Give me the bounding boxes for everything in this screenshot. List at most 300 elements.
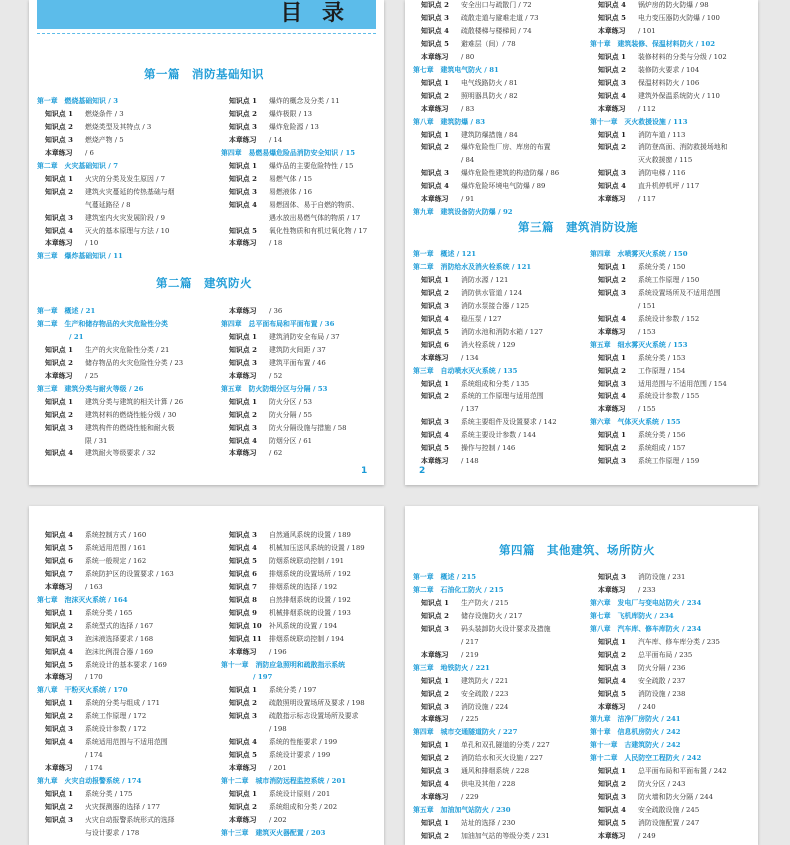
toc-knowledge-point[interactable] (413, 767, 529, 775)
entry-text: 防火分隔 / 55 (269, 410, 313, 419)
entry-text: 系统一般规定 / 162 (85, 556, 147, 565)
toc-knowledge-point[interactable] (413, 328, 543, 336)
entry-key: 知识点 5 (229, 226, 257, 235)
toc-knowledge-point[interactable] (413, 612, 522, 620)
toc-knowledge-point[interactable] (413, 315, 502, 323)
toc-knowledge-point[interactable] (413, 182, 545, 190)
entry-text: 防火分区 / 53 (269, 397, 313, 406)
entry-text: 建筑耐火等级要求 / 32 (85, 449, 156, 458)
entry-key: 本章练习 (229, 764, 257, 773)
entry-text: 工作原理 / 154 (638, 366, 686, 375)
toc-chapter-link[interactable]: 第八章 汽车库、修车库防火 / 234 (590, 624, 702, 633)
toc-exercise-entry[interactable] (37, 764, 103, 772)
toc-knowledge-point[interactable] (413, 625, 551, 633)
entry-text: 系统分类 / 150 (638, 262, 686, 271)
toc-chapter-link[interactable]: 第三章 爆炸基础知识 / 11 (37, 252, 123, 261)
entry-key: 本章练习 (598, 195, 626, 204)
toc-knowledge-point[interactable] (590, 651, 692, 659)
toc-knowledge-point[interactable] (590, 457, 699, 465)
toc-knowledge-point[interactable] (590, 806, 699, 814)
toc-exercise-entry[interactable] (37, 583, 103, 591)
toc-page-2 (405, 0, 758, 485)
entry-key: 知识点 3 (229, 531, 257, 539)
toc-knowledge-point[interactable] (590, 767, 727, 775)
toc-knowledge-point[interactable] (590, 66, 699, 74)
toc-knowledge-point[interactable] (37, 635, 153, 643)
toc-knowledge-point[interactable] (221, 437, 312, 445)
toc-knowledge-point[interactable] (37, 570, 174, 578)
toc-knowledge-point[interactable] (37, 449, 156, 457)
toc-knowledge-point[interactable] (37, 136, 124, 144)
toc-knowledge-point[interactable] (221, 738, 337, 746)
entry-text: 系统主要组件及设置要求 / 142 (461, 418, 557, 427)
toc-knowledge-point[interactable] (37, 725, 146, 733)
toc-entry-continuation: / 217 (461, 637, 479, 646)
toc-exercise-entry[interactable] (590, 105, 656, 113)
entry-key: 知识点 2 (45, 802, 73, 811)
toc-chapter-link[interactable]: 第六章 气体灭火系统 / 155 (590, 418, 681, 427)
toc-knowledge-point[interactable] (221, 751, 330, 759)
entry-key: 知识点 4 (45, 226, 73, 235)
toc-knowledge-point[interactable] (221, 227, 367, 235)
part-heading: 第一篇 消防基础知识 (144, 67, 264, 81)
toc-chapter-link[interactable]: 第二章 火灾基础知识 / 7 (37, 161, 119, 170)
entry-text: 系统设置场所及不适用范围 (638, 288, 721, 297)
toc-exercise-entry[interactable] (221, 307, 282, 315)
toc-knowledge-point[interactable] (413, 92, 518, 100)
toc-exercise-entry[interactable] (590, 195, 656, 203)
toc-knowledge-point[interactable] (221, 424, 347, 432)
entry-text: 保温材料防火 / 106 (638, 78, 700, 87)
toc-knowledge-point[interactable] (590, 780, 685, 788)
entry-key: 知识点 5 (598, 819, 626, 828)
toc-knowledge-point[interactable] (37, 661, 167, 669)
toc-chapter-link[interactable]: 第五章 加油加气站防火 / 230 (413, 806, 511, 815)
entry-text: 防烟分区 / 61 (269, 436, 313, 445)
toc-exercise-entry[interactable] (413, 715, 479, 723)
toc-knowledge-point[interactable] (590, 677, 685, 685)
entry-key: 知识点 3 (421, 418, 449, 427)
part-heading: 第三篇 建筑消防设施 (518, 220, 638, 234)
toc-knowledge-point[interactable] (37, 790, 132, 798)
toc-knowledge-point[interactable] (590, 690, 685, 698)
entry-text: 汽车库、修车库分类 / 235 (638, 637, 720, 646)
toc-knowledge-point[interactable] (221, 699, 365, 707)
toc-knowledge-point[interactable] (37, 411, 176, 419)
entry-key: 知识点 10 (229, 621, 262, 630)
entry-text: 防火墙和防火分隔 / 244 (638, 793, 713, 802)
toc-knowledge-point[interactable] (37, 648, 153, 656)
toc-chapter-link[interactable]: 第九章 洁净厂房防火 / 241 (590, 715, 681, 724)
entry-text: 适用范围与不适用范围 / 154 (638, 379, 727, 388)
toc-knowledge-point[interactable] (221, 201, 359, 209)
entry-key: 知识点 6 (45, 556, 73, 565)
entry-text: 系统适用范围 / 161 (85, 543, 147, 552)
entry-key: 本章练习 (598, 702, 626, 711)
entry-key: 知识点 3 (45, 423, 73, 432)
toc-knowledge-point[interactable] (37, 803, 160, 811)
toc-knowledge-point[interactable] (413, 27, 532, 35)
toc-knowledge-point[interactable] (37, 557, 146, 565)
entry-text: / 233 (638, 585, 656, 594)
toc-knowledge-point[interactable] (221, 686, 316, 694)
toc-knowledge-point[interactable] (413, 690, 508, 698)
toc-exercise-entry[interactable] (413, 195, 474, 203)
toc-chapter-link[interactable]: 第七章 建筑电气防火 / 81 (413, 65, 499, 74)
toc-knowledge-point[interactable] (221, 162, 353, 170)
toc-knowledge-point[interactable] (590, 289, 721, 297)
toc-chapter-link[interactable]: 第七章 飞机库防火 / 234 (590, 611, 674, 620)
entry-key: 知识点 1 (421, 598, 449, 607)
toc-chapter-link[interactable]: 第八章 建筑防爆 / 83 (413, 117, 486, 126)
toc-knowledge-point[interactable] (37, 816, 175, 824)
entry-key: 知识点 1 (421, 819, 449, 828)
entry-key: 知识点 6 (229, 569, 257, 578)
toc-knowledge-point[interactable] (221, 333, 340, 341)
toc-knowledge-point[interactable] (221, 175, 312, 183)
entry-text: / 117 (638, 195, 656, 204)
toc-knowledge-point[interactable] (413, 418, 557, 426)
toc-chapter-link[interactable]: 第八章 干粉灭火系统 / 170 (37, 686, 128, 695)
entry-text: 装修防火要求 / 104 (638, 65, 700, 74)
entry-key: 知识点 4 (421, 431, 449, 440)
toc-knowledge-point[interactable] (221, 583, 337, 591)
toc-knowledge-point[interactable] (413, 40, 516, 48)
toc-chapter-link[interactable]: 第四章 总平面布局和平面布置 / 36 (221, 319, 335, 328)
toc-knowledge-point[interactable] (37, 531, 146, 539)
toc-knowledge-point[interactable] (590, 367, 685, 375)
toc-knowledge-point[interactable] (37, 609, 132, 617)
entry-key: 知识点 4 (229, 200, 257, 209)
entry-key: 知识点 3 (421, 13, 449, 22)
toc-knowledge-point[interactable] (37, 359, 183, 367)
toc-chapter-link[interactable]: 第五章 防火防烟分区与分隔 / 53 (221, 384, 328, 393)
toc-chapter-link[interactable]: 第三章 建筑分类与耐火等级 / 26 (37, 384, 144, 393)
toc-knowledge-point[interactable] (221, 346, 326, 354)
entry-key: 本章练习 (229, 371, 257, 380)
entry-key: 本章练习 (598, 585, 626, 594)
toc-chapter-link[interactable]: 第三章 地铁防火 / 221 (413, 663, 490, 672)
entry-text: / 174 (85, 764, 103, 773)
entry-key: 知识点 2 (45, 187, 73, 196)
toc-knowledge-point[interactable] (221, 531, 351, 539)
entry-key: 本章练习 (598, 26, 626, 35)
toc-knowledge-point[interactable] (590, 638, 720, 646)
toc-knowledge-point[interactable] (37, 175, 165, 183)
entry-text: 生产的火灾危险性分类 / 21 (85, 345, 170, 354)
entry-text: / 18 (269, 239, 283, 248)
toc-chapter-link[interactable]: 第十章 信息机房防火 / 242 (590, 728, 681, 737)
toc-knowledge-point[interactable] (413, 169, 559, 177)
toc-chapter-link[interactable]: 第二章 消防给水及消火栓系统 / 121 (413, 262, 532, 271)
toc-knowledge-point[interactable] (413, 741, 550, 749)
toc-exercise-entry[interactable] (413, 354, 479, 362)
toc-exercise-entry[interactable] (221, 764, 287, 772)
toc-knowledge-point[interactable] (590, 380, 727, 388)
toc-chapter-link[interactable]: 第二章 生产和储存物品的火灾危险性分类 (37, 319, 168, 328)
toc-knowledge-point[interactable] (221, 712, 359, 720)
toc-chapter-link[interactable]: / 197 (253, 673, 273, 682)
toc-chapter-link[interactable]: 第四章 水喷雾灭火系统 / 150 (590, 250, 688, 258)
toc-knowledge-point[interactable] (590, 431, 685, 439)
toc-page-4 (405, 506, 758, 845)
toc-knowledge-point[interactable] (590, 14, 720, 22)
entry-key: 知识点 3 (598, 78, 626, 87)
entry-text: 系统工作原理 / 159 (638, 457, 700, 466)
entry-key: 知识点 2 (421, 392, 449, 401)
toc-knowledge-point[interactable] (221, 110, 312, 118)
toc-knowledge-point[interactable] (413, 1, 532, 9)
entry-text: 防火分区 / 243 (638, 780, 686, 789)
entry-text: 系统分类 / 165 (85, 608, 133, 617)
entry-text: 系统设计参数 / 155 (638, 392, 700, 401)
entry-key: 知识点 2 (421, 288, 449, 297)
entry-text: 爆炸危险环境电气防爆 / 89 (461, 182, 546, 191)
toc-knowledge-point[interactable] (221, 609, 351, 617)
toc-exercise-entry[interactable] (413, 457, 479, 465)
entry-key: 知识点 3 (229, 712, 257, 721)
entry-text: 系统设计要求 / 199 (269, 751, 331, 760)
entry-text: 爆炸危险性建筑的构造防爆 / 86 (461, 169, 560, 178)
entry-text: 消火栓系统 / 129 (461, 340, 516, 349)
toc-knowledge-point[interactable] (37, 214, 165, 222)
toc-exercise-entry[interactable] (37, 239, 98, 247)
toc-entry-continuation: 遇水放出易燃气体的物质 / 17 (269, 213, 361, 222)
entry-key: 知识点 2 (229, 699, 257, 708)
toc-knowledge-point[interactable] (413, 276, 508, 284)
entry-key: 知识点 1 (421, 275, 449, 284)
entry-text: / 36 (269, 307, 283, 315)
entry-text: 消防水泵接合器 / 125 (461, 301, 530, 310)
entry-text: 安全疏散 / 223 (461, 689, 509, 698)
toc-exercise-entry[interactable] (37, 149, 94, 157)
toc-entry-continuation: 气蔓延路径 / 8 (85, 200, 131, 209)
toc-knowledge-point[interactable] (590, 1, 709, 9)
toc-exercise-entry[interactable] (590, 586, 656, 594)
toc-knowledge-point[interactable] (413, 444, 515, 452)
toc-knowledge-point[interactable] (413, 79, 518, 87)
entry-text: 爆炸品的主要危险特性 / 15 (269, 161, 354, 170)
toc-exercise-entry[interactable] (413, 105, 474, 113)
toc-knowledge-point[interactable] (221, 411, 312, 419)
entry-key: 知识点 4 (598, 676, 626, 685)
toc-knowledge-point[interactable] (590, 182, 699, 190)
toc-exercise-entry[interactable] (590, 703, 656, 711)
entry-key: 本章练习 (421, 104, 449, 113)
toc-knowledge-point[interactable] (590, 276, 699, 284)
toc-knowledge-point[interactable] (413, 677, 508, 685)
entry-key: 知识点 3 (598, 379, 626, 388)
toc-chapter-link[interactable]: 第十二章 城市消防远程监控系统 / 201 (221, 777, 347, 786)
toc-knowledge-point[interactable] (413, 754, 543, 762)
toc-knowledge-point[interactable] (590, 79, 699, 87)
toc-knowledge-point[interactable] (37, 712, 146, 720)
toc-knowledge-point[interactable] (413, 832, 550, 840)
toc-knowledge-point[interactable] (37, 544, 146, 552)
toc-knowledge-point[interactable] (221, 790, 330, 798)
toc-chapter-link[interactable]: 第五章 细水雾灭火系统 / 153 (590, 340, 688, 349)
toc-knowledge-point[interactable] (590, 819, 699, 827)
toc-chapter-link[interactable]: 第一章 燃烧基础知识 / 3 (37, 97, 119, 105)
toc-knowledge-point[interactable] (221, 570, 351, 578)
toc-knowledge-point[interactable] (413, 289, 522, 297)
toc-knowledge-point[interactable] (37, 738, 168, 746)
entry-key: 知识点 6 (421, 340, 449, 349)
entry-key: 本章练习 (45, 764, 73, 773)
toc-knowledge-point[interactable] (221, 188, 312, 196)
toc-knowledge-point[interactable] (37, 346, 169, 354)
toc-exercise-entry[interactable] (37, 372, 98, 380)
toc-knowledge-point[interactable] (590, 143, 728, 151)
entry-key: 知识点 1 (45, 345, 73, 354)
toc-exercise-entry[interactable] (221, 816, 287, 824)
toc-exercise-entry[interactable] (37, 673, 103, 681)
entry-text: 加油加气站的等级分类 / 231 (461, 832, 550, 840)
toc-title: 目 录 (280, 0, 350, 26)
toc-chapter-link[interactable]: 第十三章 建筑灭火器配置 / 203 (221, 828, 326, 837)
toc-exercise-entry[interactable] (590, 27, 656, 35)
toc-knowledge-point[interactable] (221, 544, 365, 552)
entry-key: 知识点 1 (45, 174, 73, 183)
toc-chapter-link[interactable]: 第四章 城市交通隧道防火 / 227 (413, 728, 518, 737)
entry-key: 本章练习 (421, 195, 449, 204)
entry-key: 知识点 3 (421, 767, 449, 776)
entry-key: 知识点 2 (598, 444, 626, 453)
toc-knowledge-point[interactable] (221, 622, 337, 630)
toc-exercise-entry[interactable] (221, 449, 282, 457)
entry-text: 疏散楼梯与楼梯间 / 74 (461, 26, 532, 35)
entry-key: 知识点 1 (229, 97, 257, 105)
toc-exercise-entry[interactable] (221, 239, 282, 247)
toc-knowledge-point[interactable] (590, 263, 685, 271)
entry-key: 知识点 4 (229, 543, 257, 552)
toc-chapter-link[interactable]: 第十二章 人民防空工程防火 / 242 (590, 754, 702, 763)
entry-text: 消防供水管道 / 124 (461, 288, 523, 297)
toc-exercise-entry[interactable] (590, 832, 656, 840)
entry-key: 知识点 5 (421, 39, 449, 48)
toc-knowledge-point[interactable] (221, 97, 340, 105)
toc-knowledge-point[interactable] (221, 557, 344, 565)
entry-key: 知识点 1 (598, 353, 626, 362)
toc-chapter-link[interactable]: 第六章 发电厂与变电站防火 / 234 (590, 598, 702, 607)
toc-exercise-entry[interactable] (221, 372, 282, 380)
entry-key: 知识点 3 (229, 423, 257, 432)
toc-knowledge-point[interactable] (37, 227, 169, 235)
entry-text: 消防设施 / 231 (638, 573, 686, 581)
toc-knowledge-point[interactable] (37, 110, 124, 118)
toc-knowledge-point[interactable] (590, 92, 720, 100)
toc-knowledge-point[interactable] (413, 302, 529, 310)
toc-knowledge-point[interactable] (221, 359, 326, 367)
toc-exercise-entry[interactable] (590, 328, 656, 336)
toc-knowledge-point[interactable] (590, 444, 685, 452)
toc-chapter-link[interactable]: 第十一章 消防应急照明和疏散指示系统 (221, 660, 346, 669)
toc-knowledge-point[interactable] (221, 398, 312, 406)
entry-key: 本章练习 (421, 353, 449, 362)
toc-knowledge-point[interactable] (37, 622, 153, 630)
entry-text: 储存设施防火 / 217 (461, 611, 523, 620)
toc-chapter-link[interactable]: 第一章 概述 / 21 (37, 307, 96, 315)
entry-key: 知识点 3 (421, 624, 449, 633)
toc-exercise-entry[interactable] (413, 53, 474, 61)
toc-knowledge-point[interactable] (590, 664, 685, 672)
toc-knowledge-point[interactable] (413, 599, 508, 607)
entry-text: 防烟系统联动控制 / 191 (269, 556, 344, 565)
toc-exercise-entry[interactable] (413, 793, 479, 801)
entry-key: 知识点 4 (421, 26, 449, 35)
entry-key: 知识点 4 (598, 182, 626, 191)
toc-exercise-entry[interactable] (590, 405, 656, 413)
toc-knowledge-point[interactable] (590, 793, 713, 801)
toc-knowledge-point[interactable] (590, 315, 699, 323)
toc-knowledge-point[interactable] (413, 780, 515, 788)
toc-exercise-entry[interactable] (413, 651, 479, 659)
entry-key: 本章练习 (421, 650, 449, 659)
toc-knowledge-point[interactable] (37, 699, 160, 707)
toc-chapter-link[interactable]: 第一章 概述 / 121 (413, 250, 477, 258)
toc-knowledge-point[interactable] (37, 424, 175, 432)
toc-knowledge-point[interactable] (37, 188, 175, 196)
toc-knowledge-point[interactable] (590, 53, 727, 61)
toc-chapter-link[interactable]: 第四章 易燃易爆危险品消防安全知识 / 15 (221, 148, 356, 157)
toc-chapter-link[interactable]: / 21 (69, 332, 84, 341)
toc-knowledge-point[interactable] (221, 635, 344, 643)
entry-text: 电气线路防火 / 81 (461, 78, 518, 87)
toc-knowledge-point[interactable] (590, 573, 685, 581)
toc-knowledge-point[interactable] (221, 123, 319, 131)
toc-knowledge-point[interactable] (413, 380, 529, 388)
toc-chapter-link[interactable]: 第十一章 灭火救援设施 / 113 (590, 117, 688, 126)
toc-chapter-link[interactable]: 第十章 建筑装修、保温材料防火 / 102 (590, 39, 716, 48)
toc-knowledge-point[interactable] (37, 123, 151, 131)
toc-chapter-link[interactable]: 第三章 自动喷水灭火系统 / 135 (413, 366, 518, 375)
toc-chapter-link[interactable]: 第一章 概述 / 215 (413, 573, 477, 581)
entry-key: 知识点 4 (598, 314, 626, 323)
toc-knowledge-point[interactable] (413, 703, 508, 711)
toc-knowledge-point[interactable] (413, 341, 515, 349)
toc-knowledge-point[interactable] (590, 354, 685, 362)
entry-key: 本章练习 (598, 832, 626, 840)
entry-key: 知识点 1 (598, 130, 626, 139)
toc-knowledge-point[interactable] (221, 596, 351, 604)
toc-knowledge-point[interactable] (590, 169, 685, 177)
toc-knowledge-point[interactable] (37, 398, 183, 406)
entry-key: 知识点 5 (229, 556, 257, 565)
toc-chapter-link[interactable]: 第十一章 古建筑防火 / 242 (590, 741, 681, 750)
entry-text: 安全疏散 / 237 (638, 676, 686, 685)
toc-chapter-link[interactable]: 第九章 建筑设备防火防爆 / 92 (413, 208, 513, 217)
toc-knowledge-point[interactable] (590, 131, 685, 139)
toc-chapter-link[interactable]: 第七章 泡沫灭火系统 / 164 (37, 595, 128, 604)
toc-exercise-entry[interactable] (221, 136, 282, 144)
toc-chapter-link[interactable]: 第二章 石油化工防火 / 215 (413, 585, 504, 594)
toc-knowledge-point[interactable] (413, 392, 544, 400)
toc-chapter-link[interactable]: 第九章 火灾自动报警系统 / 174 (37, 777, 142, 786)
toc-knowledge-point[interactable] (590, 392, 699, 400)
toc-knowledge-point[interactable] (413, 14, 539, 22)
toc-exercise-entry[interactable] (221, 648, 287, 656)
toc-knowledge-point[interactable] (221, 803, 337, 811)
toc-knowledge-point[interactable] (413, 131, 518, 139)
entry-text: 总平面布局 / 235 (638, 650, 693, 659)
entry-key: 知识点 1 (421, 130, 449, 139)
part-heading: 第二篇 建筑防火 (156, 276, 252, 290)
entry-key: 知识点 1 (598, 637, 626, 646)
toc-knowledge-point[interactable] (413, 431, 536, 439)
toc-knowledge-point[interactable] (413, 143, 551, 151)
toc-knowledge-point[interactable] (413, 819, 515, 827)
entry-key: 知识点 2 (598, 780, 626, 789)
